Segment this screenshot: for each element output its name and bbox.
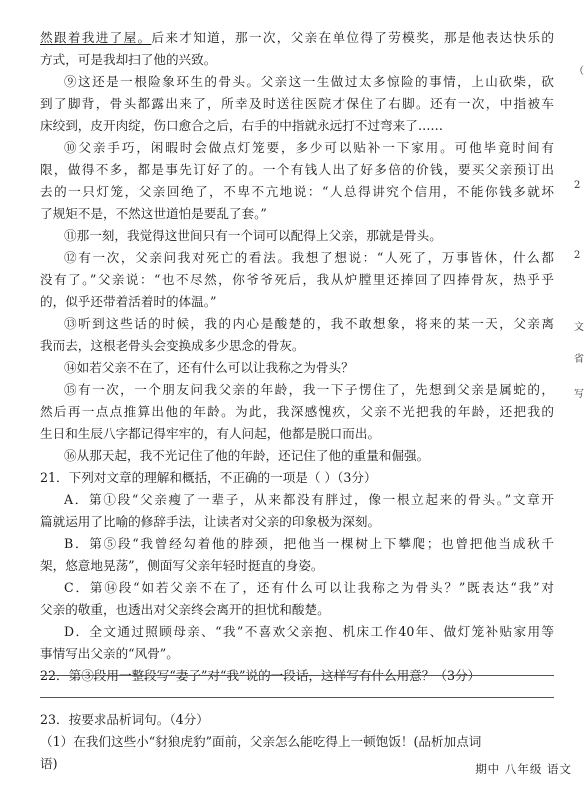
passage-line: 方式，可是我却扫了他的兴致。 <box>40 52 217 67</box>
answer-line[interactable] <box>40 675 554 676</box>
edge-char: 写 <box>574 389 584 400</box>
passage-line: 然后再一点点推算出他的年龄。为此，我深感愧疚，父亲不光把我的年龄，还把我的 <box>40 404 554 419</box>
option-a: A．第①段“父亲瘦了一辈子，从来都没有胖过，像一根立起来的骨头。”文章开 <box>64 492 554 507</box>
question-23-part-1: （1）在我们这些小“豺狼虎豹”面前，父亲怎么能吃得上一顿饱饭！(品析加点词 <box>40 734 482 749</box>
paragraph-11-line: ⑪那一刻，我觉得这世间只有一个词可以配得上父亲，那就是骨头。 <box>64 228 442 243</box>
paragraph-13-line: ⑬听到这些话的时候，我的内心是酸楚的，我不敢想象，将来的某一天，父亲离 <box>64 316 554 331</box>
edge-char: 2 <box>574 180 581 191</box>
passage-line: 去的一只灯笼，父亲回绝了，不卑不亢地说：“人总得讲究个信用，不能你钱多就坏 <box>40 184 554 199</box>
paragraph-16-line: ⑯从那天起，我不光记住了他的年龄，还记住了他的重量和倔强。 <box>64 448 430 463</box>
passage-line: 然跟着我进了屋。后来才知道，那一次，父亲在单位得了劳模奖，那是他表达快乐的 <box>40 30 554 45</box>
passage-line: 我而去，这根老骨头会变换成多少思念的骨灰。 <box>40 338 305 353</box>
option-d: D．全文通过照顾母亲、“我”不喜欢父亲抱、机床工作40年、做灯笼补贴家用等 <box>64 624 554 639</box>
option-c-cont: 父亲的敬重，也透出对父亲终会离开的担忧和酸楚。 <box>40 602 330 617</box>
edge-char: 省 <box>574 354 584 365</box>
option-c: C．第⑭段“如若父亲不在了，还有什么可以让我称之为骨头？”既表达“我”对 <box>64 580 554 595</box>
paragraph-9-line: ⑨这还是一根险象环生的骨头。父亲这一生做过太多惊险的事情，上山砍柴，砍 <box>64 74 554 89</box>
page-footer: 期中 八年级 语文 <box>475 762 572 776</box>
option-d-cont: 事情写出父亲的“风骨”。 <box>40 646 179 661</box>
question-23: 23．按要求品析词句。（4分） <box>40 712 209 727</box>
paragraph-10-line: ⑩父亲手巧，闲暇时会做点灯笼要，多少可以贴补一下家用。可他毕竟时间有 <box>64 140 554 155</box>
passage-line: 没有了。”父亲说：“也不尽然，你爷爷死后，我从炉膛里还捧回了四捧骨灰，热乎乎 <box>40 272 554 287</box>
passage-line: 到了脚背，骨头都露出来了，所幸及时送往医院才保住了右脚。还有一次，中指被车 <box>40 96 554 111</box>
question-23-part-1-cont: 语) <box>40 756 58 771</box>
passage-line: 生日和生辰八字都记得牢牢的，有人问起，他都是脱口而出。 <box>40 426 381 441</box>
option-a-cont: 篇就运用了比喻的修辞手法，让读者对父亲的印象极为深刻。 <box>40 514 381 529</box>
answer-line[interactable] <box>40 697 554 698</box>
option-b: B．第⑤段“我曾经勾着他的脖颈，把他当一棵树上下攀爬；也曾把他当成秋千 <box>64 536 554 551</box>
paragraph-12-line: ⑫有一次，父亲问我对死亡的看法。我想了想说：“人死了，万事皆休，什么都 <box>64 250 554 265</box>
underlined-phrase: 然跟着我进了屋。 <box>40 30 152 45</box>
question-22: 22．第③段用一整段写“妻子”对“我”说的一段话，这样写有什么用意？（3分） <box>40 668 481 683</box>
edge-char: （ <box>574 66 584 77</box>
option-b-cont: 架，悠意地晃荡”，侧面写父亲年轻时挺直的身姿。 <box>40 558 324 573</box>
paragraph-14-line: ⑭如若父亲不在了，还有什么可以让我称之为骨头？ <box>64 360 354 375</box>
edge-char: 文 <box>574 322 584 333</box>
edge-char: 2 <box>574 250 581 261</box>
paragraph-15-line: ⑮有一次，一个朋友问我父亲的年龄，我一下子愣住了，先想到父亲是属蛇的， <box>64 382 554 397</box>
passage-line: 限，做得不多，都是事先订好了的。一个有钱人出了好多倍的价钱，要买父亲预订出 <box>40 162 554 177</box>
question-21: 21．下列对文章的理解和概括，不正确的一项是（ ）（3分） <box>40 470 377 485</box>
passage-line: 了规矩不是，不然这世道怕是要乱了套。” <box>40 206 267 221</box>
passage-line: 的，似乎还带着活着时的体温。” <box>40 294 217 309</box>
passage-line: 床绞到，皮开肉绽，伤口愈合之后，右手的中指就永远打不过弯来了…… <box>40 118 443 133</box>
